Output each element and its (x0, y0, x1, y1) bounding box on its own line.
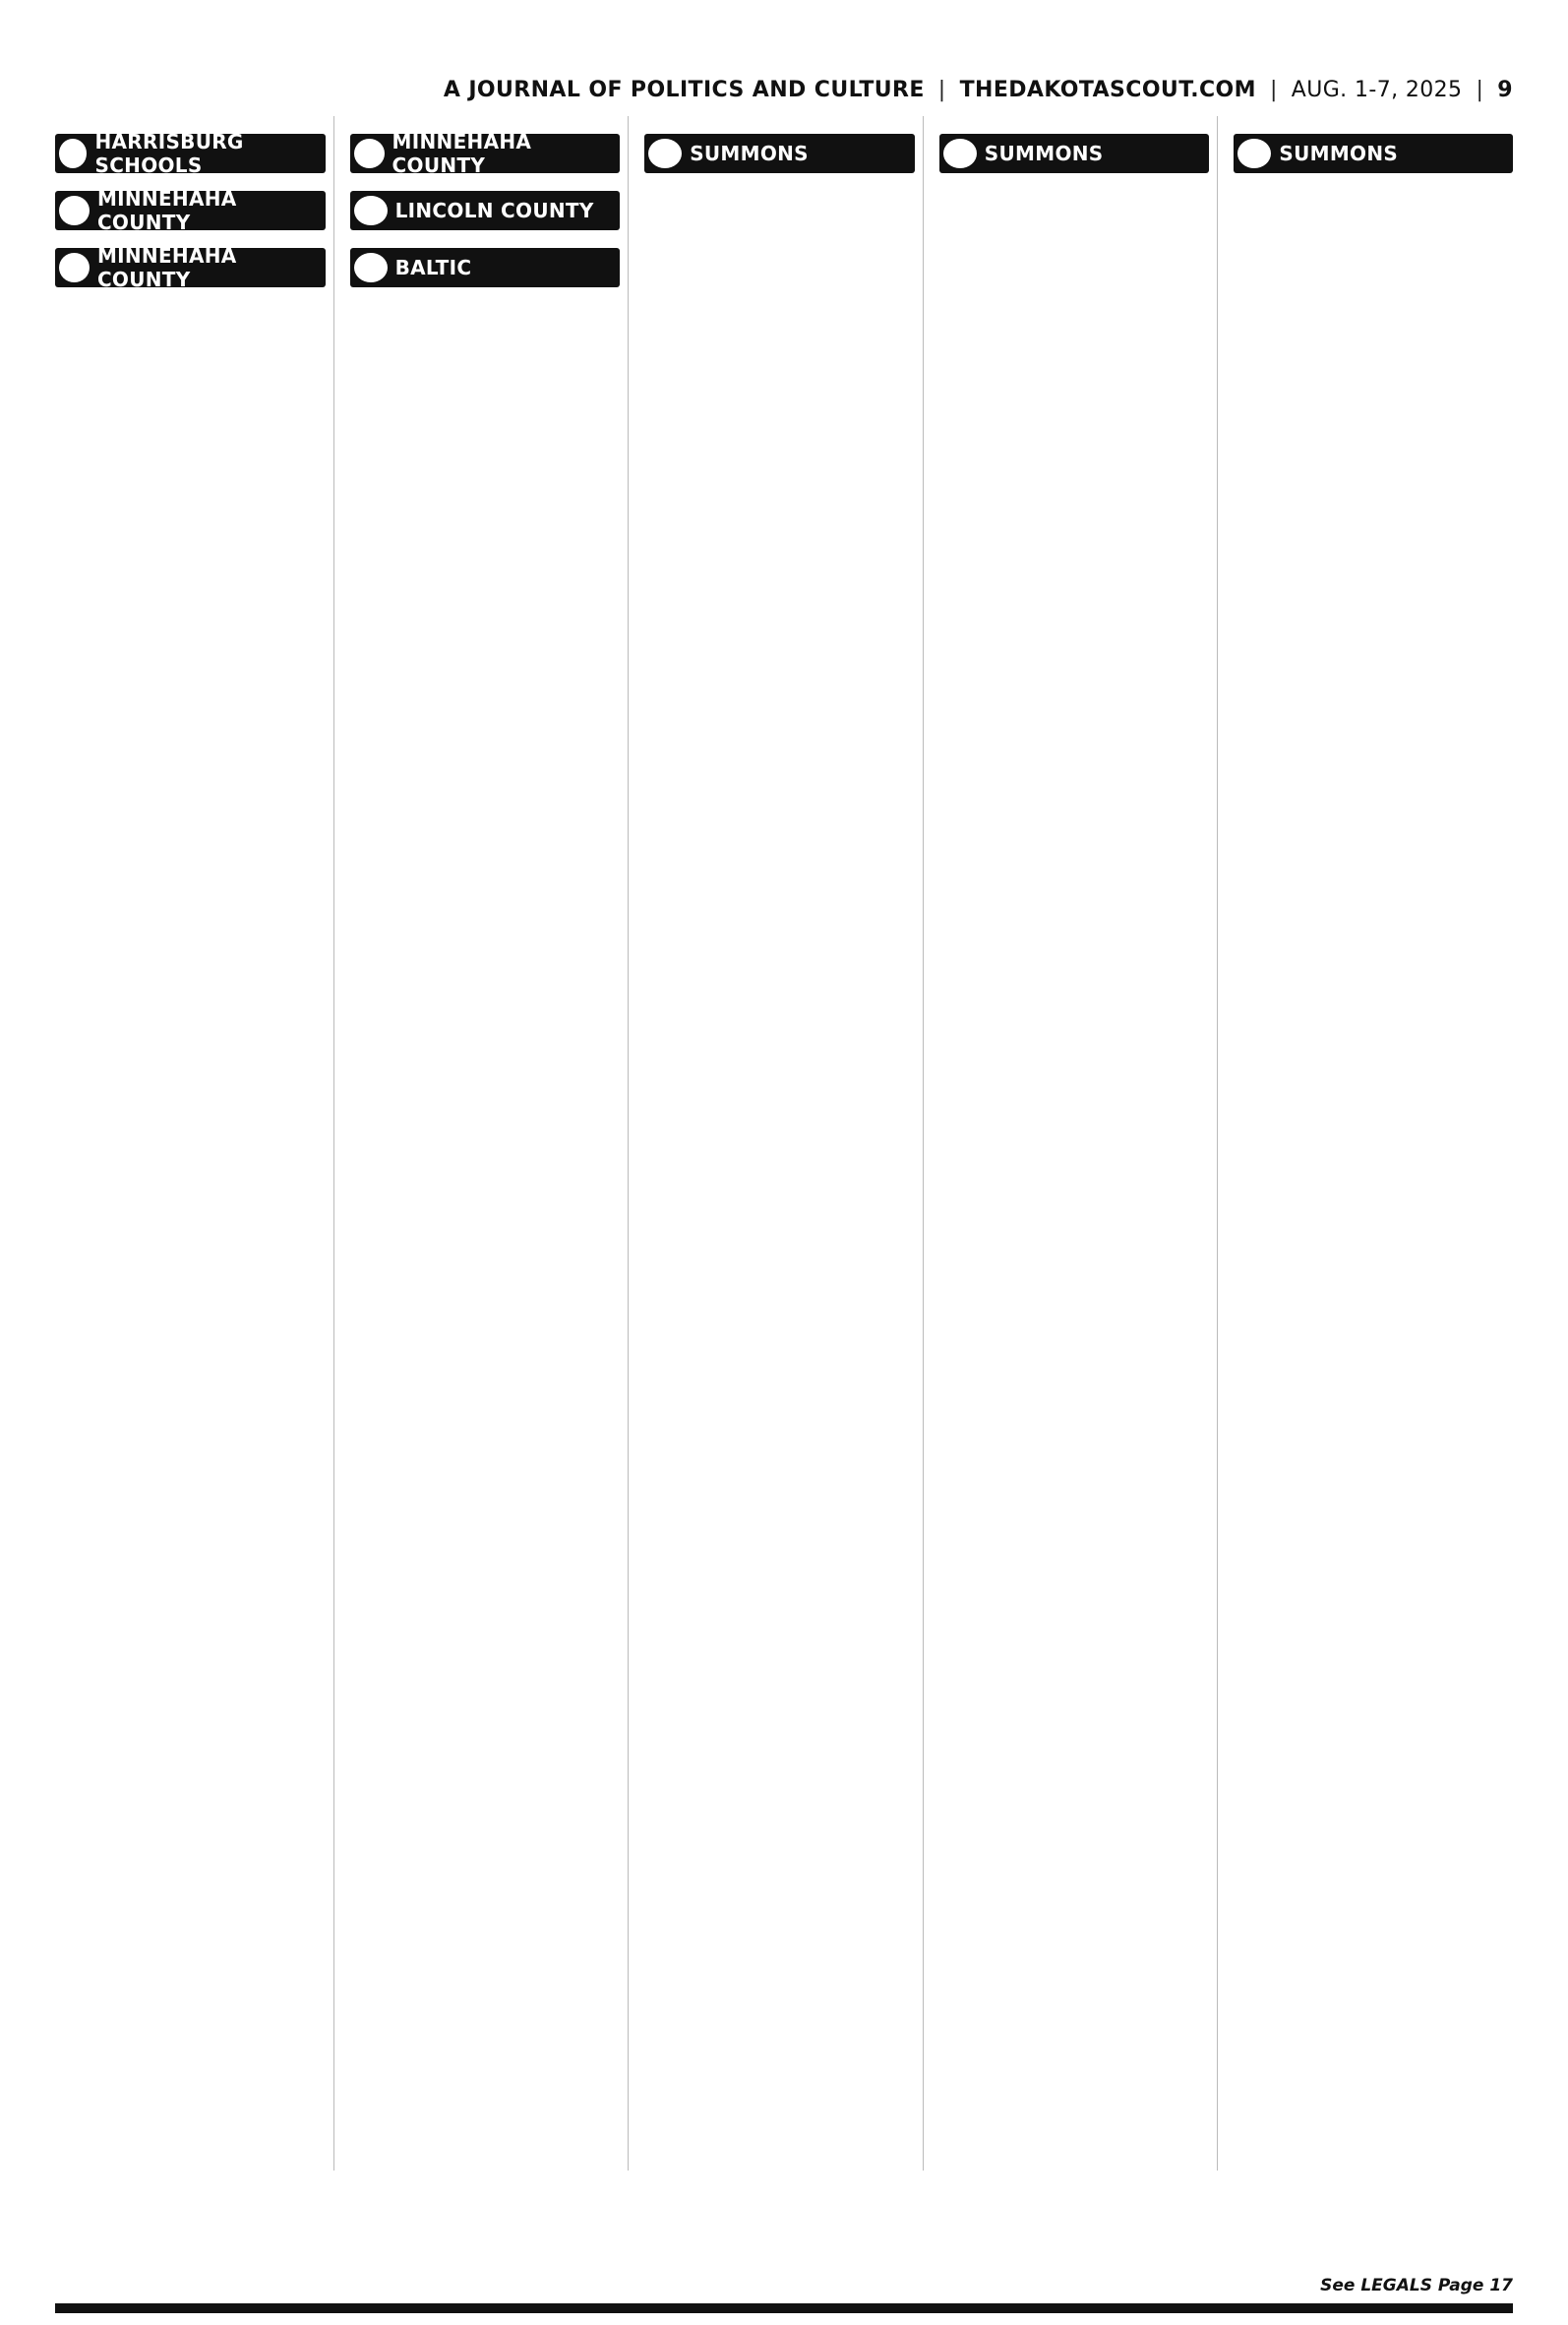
masthead-divider: | (1476, 78, 1484, 102)
section-header (939, 134, 1210, 173)
masthead-divider: | (1269, 78, 1278, 102)
publication-logo-icon (59, 196, 90, 225)
publication-logo-icon (354, 253, 388, 282)
publication-logo-icon (354, 196, 388, 225)
section-header-label: MINNEHAHA COUNTY (96, 187, 237, 234)
section-header-label: HARRISBURG SCHOOLS (94, 130, 244, 177)
section-header-label: BALTIC (394, 256, 472, 279)
column-1 (55, 116, 334, 2171)
column-2 (350, 116, 630, 2171)
section-header (644, 134, 915, 173)
issue-date: AUG. 1-7, 2025 (1291, 78, 1463, 102)
footer-rule (55, 2303, 1513, 2313)
column-5 (1234, 116, 1513, 2171)
jump-line: See LEGALS Page 17 (1320, 2276, 1513, 2295)
page-number: 9 (1497, 78, 1513, 102)
section-header (55, 187, 326, 234)
masthead-divider: | (937, 78, 946, 102)
section-header-label: SUMMONS (984, 142, 1104, 165)
section-header-label: SUMMONS (1279, 142, 1399, 165)
publication-logo-icon (354, 139, 385, 168)
section-header (350, 191, 621, 230)
section-header (350, 248, 621, 287)
publication-logo-icon (59, 139, 87, 168)
section-header-label: LINCOLN COUNTY (394, 199, 594, 222)
section-header-label: MINNEHAHA COUNTY (392, 130, 532, 177)
section-header-label: SUMMONS (690, 142, 809, 165)
masthead (55, 0, 1513, 116)
columns-container (55, 116, 1513, 2171)
column-4 (939, 116, 1219, 2171)
publication-logo-icon (1237, 139, 1271, 168)
section-header (350, 130, 621, 177)
publication-logo-icon (59, 253, 90, 282)
publication-logo-icon (943, 139, 977, 168)
section-header (55, 130, 326, 177)
section-header (55, 244, 326, 291)
site-name: THEDAKOTASCOUT.COM (959, 78, 1256, 102)
section-header-label: MINNEHAHA COUNTY (96, 244, 237, 291)
section-header (1234, 134, 1513, 173)
column-3 (644, 116, 924, 2171)
publication-tagline: A JOURNAL OF POLITICS AND CULTURE (443, 78, 925, 102)
publication-logo-icon (648, 139, 682, 168)
